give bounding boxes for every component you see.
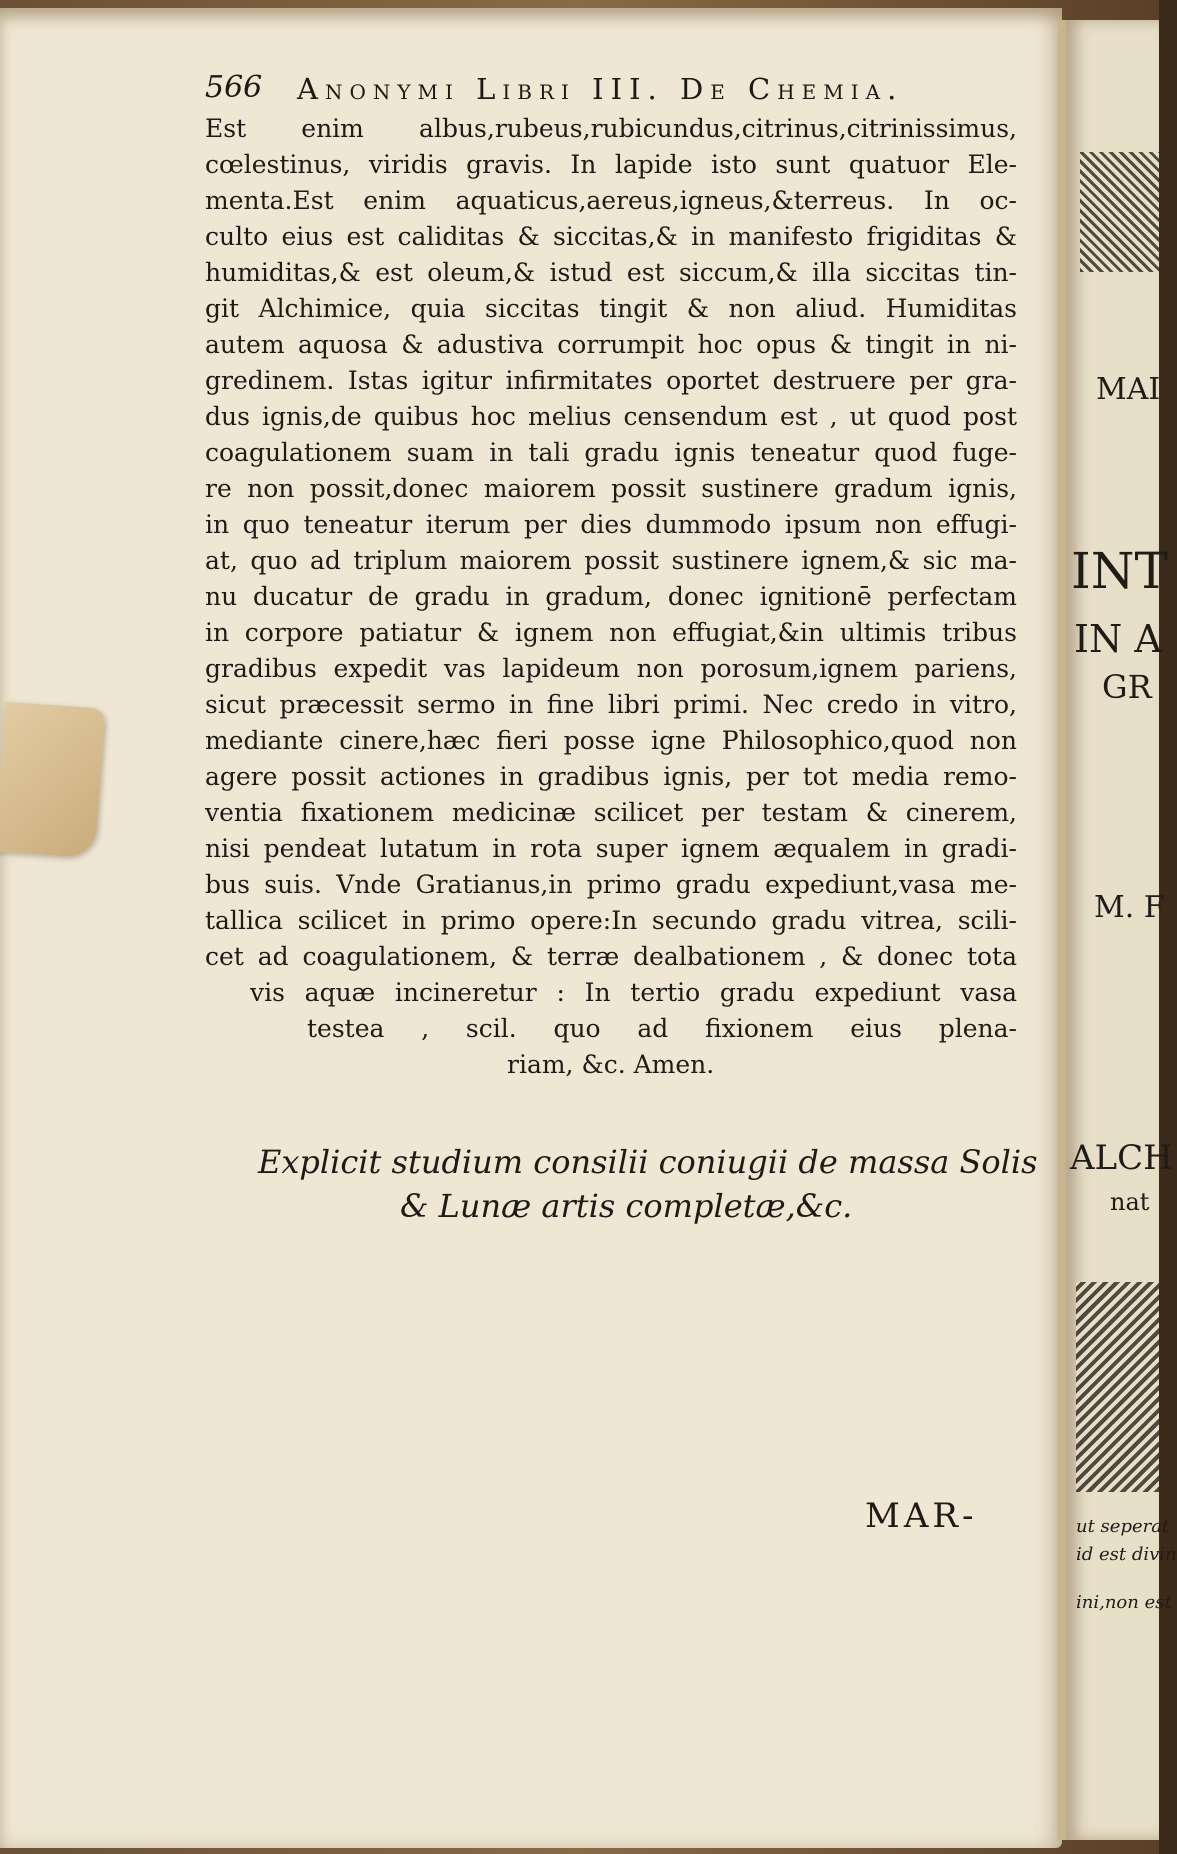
bookmark-tab bbox=[0, 702, 105, 859]
facing-fragment: nat bbox=[1110, 1188, 1150, 1216]
text-line: cet ad coagulationem, & terræ dealbationem , & donec tota bbox=[205, 942, 1017, 971]
facing-fragment: id est divin bbox=[1076, 1544, 1177, 1565]
text-line: riam, &c. Amen. bbox=[507, 1050, 715, 1079]
text-line: bus suis. Vnde Gratianus,in primo gradu expediunt,vasa me- bbox=[205, 870, 1017, 899]
text-line: gredinem. Istas igitur infirmitates oportet destruere per gra- bbox=[205, 366, 1017, 395]
text-line: dus ignis,de quibus hoc melius censendum est , ut quod post bbox=[205, 402, 1017, 431]
facing-fragment: IN A bbox=[1074, 617, 1162, 661]
text-line: menta.Est enim aquaticus,aereus,igneus,&terreus. In oc- bbox=[205, 186, 1017, 215]
text-line: testea , scil. quo ad fixionem eius plena- bbox=[307, 1014, 1017, 1043]
facing-fragment: ALCH bbox=[1070, 1138, 1173, 1178]
text-line: cœlestinus, viridis gravis. In lapide isto sunt quatuor Ele- bbox=[205, 150, 1017, 179]
running-head: Anonymi Libri III. De Chemia. bbox=[297, 72, 904, 106]
text-line: sicut præcessit sermo in fine libri primi. Nec credo in vitro, bbox=[205, 690, 1017, 719]
text-line: Est enim albus,rubeus,rubicundus,citrinus,citrinissimus, bbox=[205, 114, 1017, 143]
text-line: coagulationem suam in tali gradu ignis teneatur quod fuge- bbox=[205, 438, 1017, 467]
facing-fragment: ut seperat bbox=[1076, 1516, 1170, 1537]
body-text bbox=[205, 111, 1017, 1083]
facing-fragment: MAI bbox=[1096, 372, 1161, 407]
text-line: gradibus expedit vas lapideum non porosum,ignem pariens, bbox=[205, 654, 1017, 683]
text-line: vis aquæ incineretur : In tertio gradu expediunt vasa bbox=[250, 978, 1017, 1007]
page-fore-edge bbox=[1058, 20, 1066, 1840]
facing-fragment: M. F bbox=[1094, 890, 1165, 925]
text-line: humiditas,& est oleum,& istud est siccum,& illa siccitas tin- bbox=[205, 258, 1017, 287]
text-line: ventia fixationem medicinæ scilicet per testam & cinerem, bbox=[205, 798, 1017, 827]
book-page bbox=[0, 8, 1062, 1848]
catchword: MAR- bbox=[865, 1496, 978, 1536]
facing-fragment: ini,non est bbox=[1076, 1592, 1172, 1613]
text-line: agere possit actiones in gradibus ignis, per tot media remo- bbox=[205, 762, 1017, 791]
woodcut-ornament-icon bbox=[1080, 152, 1159, 272]
text-line: tallica scilicet in primo opere:In secundo gradu vitrea, scili- bbox=[205, 906, 1017, 935]
text-line: nu ducatur de gradu in gradum, donec ignitionē perfectam bbox=[205, 582, 1017, 611]
text-line: in corpore patiatur & ignem non effugiat,&in ultimis tribus bbox=[205, 618, 1017, 647]
explicit-line-2: & Lunæ artis completæ,&c. bbox=[400, 1187, 853, 1225]
woodcut-ornament-icon bbox=[1076, 1282, 1159, 1492]
text-line: culto eius est caliditas & siccitas,& in manifesto frigiditas & bbox=[205, 222, 1017, 251]
text-line: re non possit,donec maiorem possit sustinere gradum ignis, bbox=[205, 474, 1017, 503]
facing-fragment: GR bbox=[1102, 668, 1152, 706]
text-line: at, quo ad triplum maiorem possit sustinere ignem,& sic ma- bbox=[205, 546, 1017, 575]
text-line: autem aquosa & adustiva corrumpit hoc opus & tingit in ni- bbox=[205, 330, 1017, 359]
facing-fragment: INT bbox=[1071, 542, 1168, 600]
explicit-line-1: Explicit studium consilii coniugii de massa Solis bbox=[258, 1143, 1038, 1181]
text-line: git Alchimice, quia siccitas tingit & non aliud. Humiditas bbox=[205, 294, 1017, 323]
page-header bbox=[205, 70, 1005, 110]
facing-page-edge bbox=[1066, 20, 1177, 1840]
page-number: 566 bbox=[205, 70, 263, 105]
text-line: in quo teneatur iterum per dies dummodo ipsum non effugi- bbox=[205, 510, 1017, 539]
text-line: mediante cinere,hæc fieri posse igne Philosophico,quod non bbox=[205, 726, 1017, 755]
text-line: nisi pendeat lutatum in rota super ignem æqualem in gradi- bbox=[205, 834, 1017, 863]
explicit-colophon bbox=[258, 1140, 1038, 1228]
